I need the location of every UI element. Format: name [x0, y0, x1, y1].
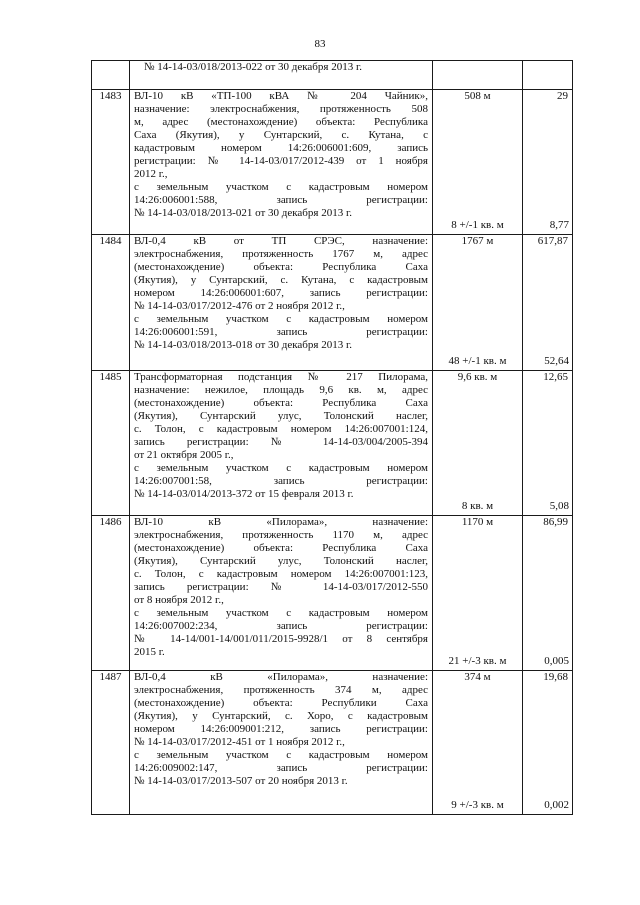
land-plot-description-line: 14:26:006001:588, запись регистрации: [134, 194, 428, 206]
area-cell [433, 371, 523, 516]
object-description-line: номером 14:26:006001:607, запись регистрации: [134, 287, 428, 299]
object-description-line: м, адрес (местонахождение) объекта: Республика [134, 116, 428, 128]
land-plot-description-line: № 14-14-03/018/2013-021 от 30 декабря 2013 г. [134, 207, 352, 219]
value-cell [523, 61, 573, 90]
land-plot-description-line: 14:26:007001:58, запись регистрации: [134, 475, 428, 487]
object-description-line: (Якутия), у Сунтарский, с. Хоро, с кадастровым [134, 710, 428, 722]
object-description-line: № 14-14-03/017/2012-451 от 1 ноября 2012 г., [134, 736, 345, 748]
object-area: 1170 м [461, 516, 494, 528]
land-value: 5,08 [549, 500, 569, 512]
description-cell [130, 61, 433, 90]
description-cell [130, 235, 433, 371]
object-description-line: запись регистрации: № 14-14-03/017/2012-550 [134, 581, 428, 593]
table-row [92, 371, 573, 516]
land-area: 8 +/-1 кв. м [451, 219, 504, 231]
land-plot-description-line: с земельным участком с кадастровым номером [134, 462, 428, 474]
object-description-line: ВЛ-10 кВ «ТП-100 кВА № 204 Чайник», [134, 90, 428, 102]
area-cell [433, 90, 523, 235]
object-description-line: (местонахождение) объекта: Республика Саха [134, 542, 428, 554]
row-number-cell: 1487 [92, 671, 130, 815]
value-cell [523, 671, 573, 815]
table-row [92, 516, 573, 671]
description-cell [130, 371, 433, 516]
land-plot-description-line: 2015 г. [134, 646, 165, 658]
continuation-row [92, 61, 573, 90]
area-cell [433, 61, 523, 90]
table-row [92, 671, 573, 815]
object-description-line: 2012 г., [134, 168, 168, 180]
land-plot-description-line: с земельным участком с кадастровым номером [134, 313, 428, 325]
continuation-text: № 14-14-03/018/2013-022 от 30 декабря 2013 г. [144, 61, 362, 73]
page-number: 83 [314, 38, 326, 50]
object-area: 9,6 кв. м [457, 371, 498, 383]
row-number-cell: 1484 [92, 235, 130, 371]
object-description-line: назначение: нежилое, площадь 9,6 кв. м, адрес [134, 384, 428, 396]
land-plot-description-line: с земельным участком с кадастровым номером [134, 607, 428, 619]
land-area: 21 +/-3 кв. м [448, 655, 507, 667]
area-cell [433, 671, 523, 815]
object-description-line: назначение: электроснабжения, протяженность 508 [134, 103, 428, 115]
object-area: 374 м [464, 671, 491, 683]
row-number-cell: 1483 [92, 90, 130, 235]
area-cell [433, 516, 523, 671]
area-cell [433, 235, 523, 371]
object-area: 1767 м [461, 235, 494, 247]
description-cell [130, 671, 433, 815]
land-plot-description-line: 14:26:006001:591, запись регистрации: [134, 326, 428, 338]
object-description-line: регистрации: № 14-14-03/017/2012-439 от 1 ноября [134, 155, 428, 167]
object-description-line: ВЛ-10 кВ «Пилорама», назначение: [134, 516, 428, 528]
object-description-line: (Якутия), Сунтарский улус, Толонский наслег, [134, 410, 428, 422]
description-cell [130, 90, 433, 235]
object-description-line: Саха (Якутия), у Сунтарский, с. Кутана, с [134, 129, 428, 141]
object-description-line: (местонахождение) объекта: Республика Саха [134, 397, 428, 409]
value-cell [523, 90, 573, 235]
object-value: 12,65 [543, 371, 568, 383]
object-value: 19,68 [543, 671, 568, 683]
object-description-line: (местонахождение) объекта: Республики Саха [134, 697, 428, 709]
table-row [92, 235, 573, 371]
land-plot-description-line: с земельным участком с кадастровым номером [134, 181, 428, 193]
object-description-line: электроснабжения, протяженность 1170 м, адрес [134, 529, 428, 541]
land-value: 8,77 [549, 219, 569, 231]
object-description-line: № 14-14-03/017/2012-476 от 2 ноября 2012 г., [134, 300, 345, 312]
object-description-line: (местонахождение) объекта: Республика Саха [134, 261, 428, 273]
land-plot-description-line: № 14-14-03/018/2013-018 от 30 декабря 2013 г. [134, 339, 352, 351]
object-description-line: электроснабжения, протяженность 374 м, адрес [134, 684, 428, 696]
object-description-line: ВЛ-0,4 кВ «Пилорама», назначение: [134, 671, 428, 683]
row-number-cell: 1486 [92, 516, 130, 671]
object-description-line: (Якутия), Сунтарский улус, Толонский наслег, [134, 555, 428, 567]
object-description-line: кадастровым номером 14:26:006001:609, запись [134, 142, 428, 154]
description-cell [130, 516, 433, 671]
object-description-line: (Якутия), у Сунтарский, с. Кутана, с кадастровым [134, 274, 428, 286]
object-description-line: электроснабжения, протяженность 1767 м, адрес [134, 248, 428, 260]
object-value: 86,99 [543, 516, 568, 528]
land-value: 0,005 [544, 655, 569, 667]
object-area: 508 м [464, 90, 491, 102]
registry-table [91, 60, 573, 815]
object-description-line: от 8 ноября 2012 г., [134, 594, 224, 606]
land-area: 9 +/-3 кв. м [451, 799, 504, 811]
land-plot-description-line: № 14-14/001-14/001/011/2015-9928/1 от 8 сентября [134, 633, 428, 645]
land-plot-description-line: с земельным участком с кадастровым номером [134, 749, 428, 761]
table-row [92, 90, 573, 235]
object-description-line: от 21 октября 2005 г., [134, 449, 234, 461]
land-area: 48 +/-1 кв. м [448, 355, 507, 367]
object-description-line: Трансформаторная подстанция № 217 Пилорама, [134, 371, 428, 383]
object-value: 29 [557, 90, 568, 102]
value-cell [523, 371, 573, 516]
object-description-line: ВЛ-0,4 кВ от ТП СРЭС, назначение: [134, 235, 428, 247]
object-description-line: запись регистрации: № 14-14-03/004/2005-394 [134, 436, 428, 448]
land-plot-description-line: 14:26:007002:234, запись регистрации: [134, 620, 428, 632]
land-area: 8 кв. м [461, 500, 494, 512]
row-number-cell [92, 61, 130, 90]
land-plot-description-line: 14:26:009002:147, запись регистрации: [134, 762, 428, 774]
row-number-cell: 1485 [92, 371, 130, 516]
land-plot-description-line: № 14-14-03/014/2013-372 от 15 февраля 2013 г. [134, 488, 354, 500]
land-plot-description-line: № 14-14-03/017/2013-507 от 20 ноября 2013 г. [134, 775, 348, 787]
object-description-line: с. Толон, с кадастровым номером 14:26:007001:123, [134, 568, 428, 580]
land-value: 0,002 [544, 799, 569, 811]
object-description-line: с. Толон, с кадастровым номером 14:26:007001:124, [134, 423, 428, 435]
object-description-line: номером 14:26:009001:212, запись регистрации: [134, 723, 428, 735]
value-cell [523, 235, 573, 371]
object-value: 617,87 [537, 235, 568, 247]
land-value: 52,64 [544, 355, 569, 367]
value-cell [523, 516, 573, 671]
